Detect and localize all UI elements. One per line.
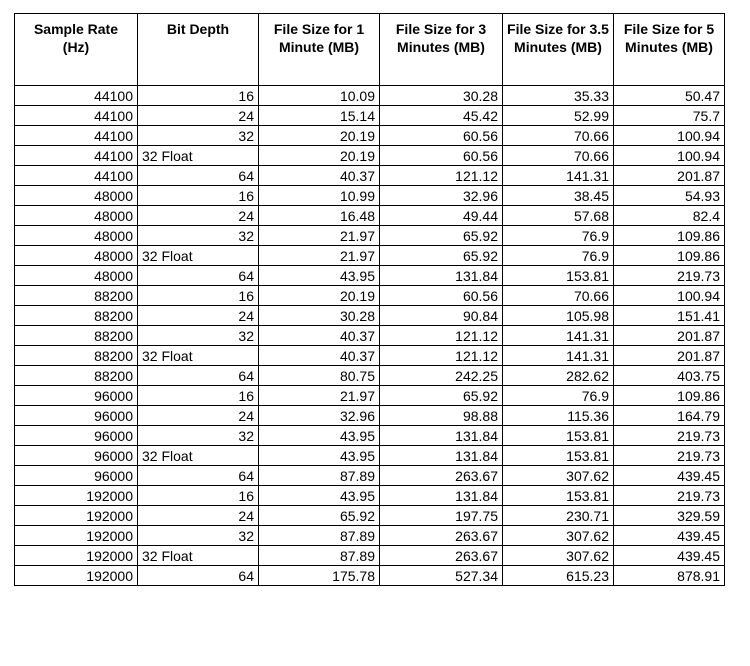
file-size-table — [14, 13, 725, 586]
cell-bit-depth: 64 — [138, 366, 259, 386]
cell-size-1-minute: 15.14 — [259, 106, 380, 126]
cell-size-3-minutes: 121.12 — [380, 166, 503, 186]
header-size-1-minute: File Size for 1 Minute (MB) — [259, 14, 380, 86]
cell-size-3-5-minutes: 615.23 — [503, 566, 614, 586]
cell-bit-depth: 16 — [138, 286, 259, 306]
cell-size-5-minutes: 329.59 — [614, 506, 725, 526]
cell-sample-rate: 192000 — [15, 506, 138, 526]
table-row — [15, 326, 725, 346]
cell-size-1-minute: 20.19 — [259, 286, 380, 306]
cell-size-3-5-minutes: 153.81 — [503, 446, 614, 466]
cell-sample-rate: 48000 — [15, 266, 138, 286]
cell-bit-depth: 24 — [138, 106, 259, 126]
cell-size-1-minute: 21.97 — [259, 246, 380, 266]
table-row — [15, 446, 725, 466]
cell-bit-depth: 64 — [138, 166, 259, 186]
cell-size-3-5-minutes: 153.81 — [503, 426, 614, 446]
cell-size-3-minutes: 131.84 — [380, 446, 503, 466]
cell-size-5-minutes: 439.45 — [614, 466, 725, 486]
cell-size-3-5-minutes: 153.81 — [503, 486, 614, 506]
cell-sample-rate: 44100 — [15, 106, 138, 126]
cell-size-5-minutes: 201.87 — [614, 346, 725, 366]
cell-size-1-minute: 87.89 — [259, 526, 380, 546]
cell-sample-rate: 96000 — [15, 406, 138, 426]
cell-size-3-minutes: 60.56 — [380, 126, 503, 146]
cell-sample-rate: 44100 — [15, 126, 138, 146]
cell-size-3-5-minutes: 115.36 — [503, 406, 614, 426]
cell-bit-depth: 32 — [138, 126, 259, 146]
cell-size-5-minutes: 439.45 — [614, 526, 725, 546]
cell-bit-depth: 32 — [138, 426, 259, 446]
cell-size-3-5-minutes: 52.99 — [503, 106, 614, 126]
header-size-3-5-minutes: File Size for 3.5 Minutes (MB) — [503, 14, 614, 86]
cell-size-3-5-minutes: 141.31 — [503, 166, 614, 186]
cell-size-3-minutes: 30.28 — [380, 86, 503, 106]
cell-size-3-minutes: 527.34 — [380, 566, 503, 586]
cell-size-1-minute: 30.28 — [259, 306, 380, 326]
cell-sample-rate: 96000 — [15, 426, 138, 446]
cell-size-5-minutes: 164.79 — [614, 406, 725, 426]
table-row — [15, 466, 725, 486]
cell-size-1-minute: 43.95 — [259, 446, 380, 466]
cell-size-3-5-minutes: 70.66 — [503, 146, 614, 166]
cell-size-3-5-minutes: 105.98 — [503, 306, 614, 326]
table-row — [15, 126, 725, 146]
table-row — [15, 306, 725, 326]
cell-size-1-minute: 87.89 — [259, 546, 380, 566]
table-row — [15, 266, 725, 286]
cell-bit-depth: 16 — [138, 486, 259, 506]
cell-size-1-minute: 40.37 — [259, 326, 380, 346]
cell-size-3-minutes: 60.56 — [380, 146, 503, 166]
cell-sample-rate: 88200 — [15, 306, 138, 326]
table-row — [15, 526, 725, 546]
cell-bit-depth: 32 — [138, 526, 259, 546]
cell-size-1-minute: 87.89 — [259, 466, 380, 486]
cell-size-3-minutes: 242.25 — [380, 366, 503, 386]
table-row — [15, 426, 725, 446]
cell-size-5-minutes: 219.73 — [614, 446, 725, 466]
cell-size-3-5-minutes: 307.62 — [503, 526, 614, 546]
cell-size-5-minutes: 403.75 — [614, 366, 725, 386]
cell-size-3-minutes: 131.84 — [380, 486, 503, 506]
cell-size-3-minutes: 45.42 — [380, 106, 503, 126]
cell-size-5-minutes: 75.7 — [614, 106, 725, 126]
table-row — [15, 546, 725, 566]
cell-bit-depth: 32 — [138, 326, 259, 346]
table-row — [15, 86, 725, 106]
cell-size-3-minutes: 263.67 — [380, 546, 503, 566]
table-row — [15, 106, 725, 126]
cell-size-3-minutes: 121.12 — [380, 346, 503, 366]
cell-bit-depth: 24 — [138, 206, 259, 226]
cell-size-3-minutes: 197.75 — [380, 506, 503, 526]
cell-size-1-minute: 40.37 — [259, 166, 380, 186]
cell-size-3-5-minutes: 141.31 — [503, 326, 614, 346]
cell-bit-depth: 24 — [138, 506, 259, 526]
cell-size-3-minutes: 263.67 — [380, 526, 503, 546]
cell-bit-depth: 64 — [138, 566, 259, 586]
cell-size-3-minutes: 60.56 — [380, 286, 503, 306]
cell-bit-depth: 32 — [138, 226, 259, 246]
cell-size-1-minute: 175.78 — [259, 566, 380, 586]
cell-size-1-minute: 20.19 — [259, 126, 380, 146]
cell-size-1-minute: 20.19 — [259, 146, 380, 166]
cell-size-3-minutes: 65.92 — [380, 226, 503, 246]
cell-sample-rate: 48000 — [15, 226, 138, 246]
table-row — [15, 166, 725, 186]
cell-bit-depth: 16 — [138, 186, 259, 206]
cell-size-3-minutes: 98.88 — [380, 406, 503, 426]
table-row — [15, 366, 725, 386]
cell-size-3-minutes: 49.44 — [380, 206, 503, 226]
cell-size-3-minutes: 90.84 — [380, 306, 503, 326]
cell-size-3-5-minutes: 282.62 — [503, 366, 614, 386]
cell-size-5-minutes: 201.87 — [614, 326, 725, 346]
cell-size-3-minutes: 121.12 — [380, 326, 503, 346]
cell-size-3-5-minutes: 76.9 — [503, 246, 614, 266]
cell-size-5-minutes: 100.94 — [614, 126, 725, 146]
cell-sample-rate: 192000 — [15, 526, 138, 546]
cell-size-3-5-minutes: 76.9 — [503, 226, 614, 246]
cell-size-1-minute: 43.95 — [259, 426, 380, 446]
cell-size-3-minutes: 65.92 — [380, 246, 503, 266]
cell-size-5-minutes: 219.73 — [614, 266, 725, 286]
table-row — [15, 206, 725, 226]
header-sample-rate: Sample Rate (Hz) — [15, 14, 138, 86]
cell-size-1-minute: 21.97 — [259, 386, 380, 406]
cell-size-3-minutes: 65.92 — [380, 386, 503, 406]
cell-size-5-minutes: 219.73 — [614, 426, 725, 446]
table-row — [15, 346, 725, 366]
cell-size-5-minutes: 219.73 — [614, 486, 725, 506]
cell-sample-rate: 44100 — [15, 166, 138, 186]
cell-size-3-minutes: 131.84 — [380, 266, 503, 286]
header-row — [15, 14, 725, 86]
table-row — [15, 406, 725, 426]
header-bit-depth: Bit Depth — [138, 14, 259, 86]
cell-size-3-minutes: 131.84 — [380, 426, 503, 446]
cell-size-5-minutes: 878.91 — [614, 566, 725, 586]
table-row — [15, 286, 725, 306]
cell-sample-rate: 96000 — [15, 466, 138, 486]
cell-size-1-minute: 21.97 — [259, 226, 380, 246]
cell-size-1-minute: 80.75 — [259, 366, 380, 386]
table-row — [15, 246, 725, 266]
cell-size-1-minute: 65.92 — [259, 506, 380, 526]
table-row — [15, 226, 725, 246]
cell-size-1-minute: 43.95 — [259, 486, 380, 506]
cell-size-3-5-minutes: 307.62 — [503, 546, 614, 566]
cell-size-5-minutes: 82.4 — [614, 206, 725, 226]
cell-size-3-5-minutes: 307.62 — [503, 466, 614, 486]
cell-sample-rate: 88200 — [15, 326, 138, 346]
table-row — [15, 566, 725, 586]
cell-size-5-minutes: 151.41 — [614, 306, 725, 326]
cell-size-3-5-minutes: 57.68 — [503, 206, 614, 226]
cell-size-5-minutes: 109.86 — [614, 386, 725, 406]
cell-size-5-minutes: 54.93 — [614, 186, 725, 206]
cell-size-5-minutes: 100.94 — [614, 146, 725, 166]
cell-size-5-minutes: 109.86 — [614, 246, 725, 266]
cell-bit-depth: 16 — [138, 86, 259, 106]
header-size-5-minutes: File Size for 5 Minutes (MB) — [614, 14, 725, 86]
cell-sample-rate: 96000 — [15, 386, 138, 406]
cell-bit-depth: 32 Float — [138, 446, 259, 466]
table-row — [15, 506, 725, 526]
cell-size-3-5-minutes: 153.81 — [503, 266, 614, 286]
cell-size-3-5-minutes: 35.33 — [503, 86, 614, 106]
cell-size-1-minute: 10.09 — [259, 86, 380, 106]
cell-size-1-minute: 32.96 — [259, 406, 380, 426]
cell-sample-rate: 48000 — [15, 206, 138, 226]
cell-sample-rate: 192000 — [15, 486, 138, 506]
cell-sample-rate: 88200 — [15, 346, 138, 366]
cell-sample-rate: 48000 — [15, 246, 138, 266]
cell-size-3-minutes: 32.96 — [380, 186, 503, 206]
cell-sample-rate: 88200 — [15, 366, 138, 386]
cell-sample-rate: 88200 — [15, 286, 138, 306]
cell-size-5-minutes: 50.47 — [614, 86, 725, 106]
cell-size-5-minutes: 439.45 — [614, 546, 725, 566]
cell-size-1-minute: 16.48 — [259, 206, 380, 226]
cell-bit-depth: 24 — [138, 406, 259, 426]
cell-bit-depth: 16 — [138, 386, 259, 406]
cell-bit-depth: 32 Float — [138, 146, 259, 166]
cell-size-3-5-minutes: 141.31 — [503, 346, 614, 366]
cell-sample-rate: 192000 — [15, 546, 138, 566]
table-row — [15, 486, 725, 506]
cell-size-3-5-minutes: 70.66 — [503, 126, 614, 146]
cell-bit-depth: 24 — [138, 306, 259, 326]
cell-size-5-minutes: 100.94 — [614, 286, 725, 306]
cell-bit-depth: 32 Float — [138, 346, 259, 366]
table-body — [15, 86, 725, 586]
cell-size-3-5-minutes: 38.45 — [503, 186, 614, 206]
cell-size-5-minutes: 109.86 — [614, 226, 725, 246]
cell-sample-rate: 44100 — [15, 146, 138, 166]
cell-size-1-minute: 10.99 — [259, 186, 380, 206]
cell-size-3-minutes: 263.67 — [380, 466, 503, 486]
cell-size-1-minute: 40.37 — [259, 346, 380, 366]
table-row — [15, 146, 725, 166]
table-row — [15, 386, 725, 406]
cell-bit-depth: 32 Float — [138, 546, 259, 566]
table-row — [15, 186, 725, 206]
cell-bit-depth: 64 — [138, 466, 259, 486]
cell-size-5-minutes: 201.87 — [614, 166, 725, 186]
cell-sample-rate: 48000 — [15, 186, 138, 206]
cell-bit-depth: 32 Float — [138, 246, 259, 266]
cell-size-3-5-minutes: 70.66 — [503, 286, 614, 306]
cell-bit-depth: 64 — [138, 266, 259, 286]
header-size-3-minutes: File Size for 3 Minutes (MB) — [380, 14, 503, 86]
file-size-table-sheet — [14, 13, 725, 586]
cell-sample-rate: 44100 — [15, 86, 138, 106]
cell-size-3-5-minutes: 230.71 — [503, 506, 614, 526]
cell-sample-rate: 96000 — [15, 446, 138, 466]
cell-size-1-minute: 43.95 — [259, 266, 380, 286]
cell-sample-rate: 192000 — [15, 566, 138, 586]
cell-size-3-5-minutes: 76.9 — [503, 386, 614, 406]
